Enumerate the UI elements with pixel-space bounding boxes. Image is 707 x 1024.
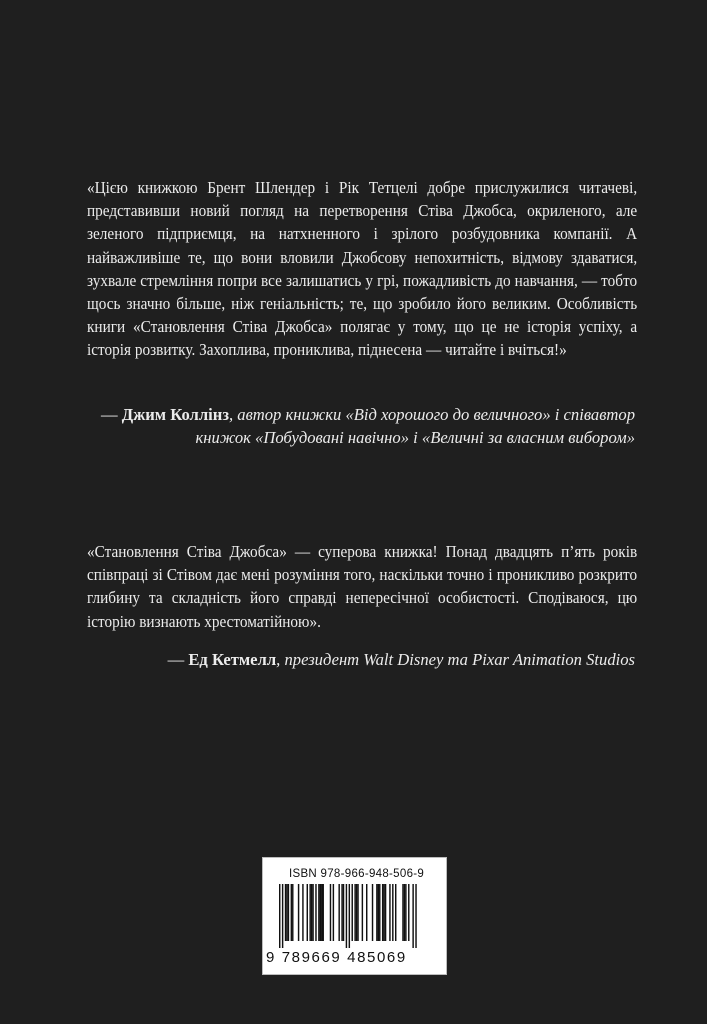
review-quote-1: «Цією книжкою Брент Шлендер і Рік Тетцелі добре прислужилися читачеві, представивши новий погляд на перетворення Стіва Джобса, окриленого, але зеленого підприємця, на натхненного і зрілого розбудовника компанії. А найважливіше те, що вони вловили Джобсову непохитність, відмову здаватися, зухвале стремління попри все залишатись у грі, пожадливість до навчання, — тобто щось значно більше, ніж геніальність; те, що зробило його великим. Особливість книги «Становлення Стіва Джобса» полягає у тому, що це не історія успіху, а історія розвитку. Захоплива, прониклива, піднесена — читайте і вчіться!» <box>87 178 638 360</box>
barcode-bar <box>311 884 312 941</box>
barcode-bar <box>395 884 396 941</box>
review-quote-2: «Становлення Стіва Джобса» — суперова книжка! Понад двадцять п’ять років співпраці зі Стівом дає мені розуміння того, наскільки точно і проникливо розкрито глибину та складність його справді непересічної особистості. Сподіваюся, цю історію визнають хрестоматійною». <box>87 542 638 631</box>
barcode-bar <box>282 884 283 948</box>
barcode-bar <box>279 884 280 948</box>
ean-digits: 9 789669 485069 <box>266 949 407 966</box>
barcode-bar <box>352 884 353 941</box>
barcode-bar <box>346 884 347 948</box>
barcode-bar <box>366 884 367 941</box>
barcode-bar <box>389 884 390 941</box>
barcode-bar <box>292 884 293 941</box>
barcode-bar <box>362 884 363 941</box>
barcode-bar <box>385 884 386 941</box>
barcode-bar <box>288 884 289 941</box>
barcode-bar <box>298 884 299 941</box>
barcode-bar <box>356 884 357 941</box>
barcode-bar <box>323 884 324 941</box>
barcode-bar <box>285 884 286 941</box>
attribution-desc-line2: книжок «Побудовані навічно» і «Величні за власним вибором» <box>195 428 635 448</box>
barcode-bar <box>357 884 358 941</box>
barcode-bar <box>412 884 413 948</box>
attribution-dash: — <box>167 650 189 669</box>
barcode-bar <box>379 884 380 941</box>
attribution-desc-line1: , автор книжки «Від хорошого до величного» і співавтор <box>228 405 635 424</box>
barcode-bar <box>330 884 331 941</box>
attribution-desc: , президент Walt Disney та Pixar Animation Studios <box>276 650 635 669</box>
barcode-bar <box>382 884 383 941</box>
barcode-bar <box>354 884 355 941</box>
barcode-bar <box>383 884 384 941</box>
barcode-bar <box>404 884 405 941</box>
barcode-bar <box>309 884 310 941</box>
barcode-bar <box>318 884 319 941</box>
barcode-bar <box>341 884 342 941</box>
barcode-bar <box>302 884 303 941</box>
attribution-1 <box>35 403 635 450</box>
barcode-bar <box>376 884 377 941</box>
isbn-label: ISBN 978-966-948-506-9 <box>289 868 425 880</box>
attribution-name: Ед Кетмелл <box>188 650 277 669</box>
barcode-bar <box>307 884 308 941</box>
barcode-bar <box>320 884 321 941</box>
barcode-bar <box>315 884 316 941</box>
barcode-bar <box>408 884 409 941</box>
attribution-2 <box>35 648 635 671</box>
attribution-dash: — <box>101 405 122 424</box>
barcode-bar <box>349 884 350 948</box>
barcode-bar <box>312 884 313 941</box>
barcode-bar <box>405 884 406 941</box>
ean13-barcode-icon <box>271 884 438 950</box>
barcode-bar <box>415 884 416 948</box>
barcode-bar <box>321 884 322 941</box>
barcode-bar <box>343 884 344 941</box>
barcode-bar <box>402 884 403 941</box>
barcode-bar <box>372 884 373 941</box>
isbn-barcode-box <box>262 857 447 975</box>
barcode-bar <box>291 884 292 941</box>
barcode-bar <box>378 884 379 941</box>
barcode-bar <box>392 884 393 941</box>
barcode-bar <box>338 884 339 941</box>
attribution-name: Джим Коллінз <box>121 405 229 424</box>
barcode-bar <box>286 884 287 941</box>
barcode-bar <box>333 884 334 941</box>
